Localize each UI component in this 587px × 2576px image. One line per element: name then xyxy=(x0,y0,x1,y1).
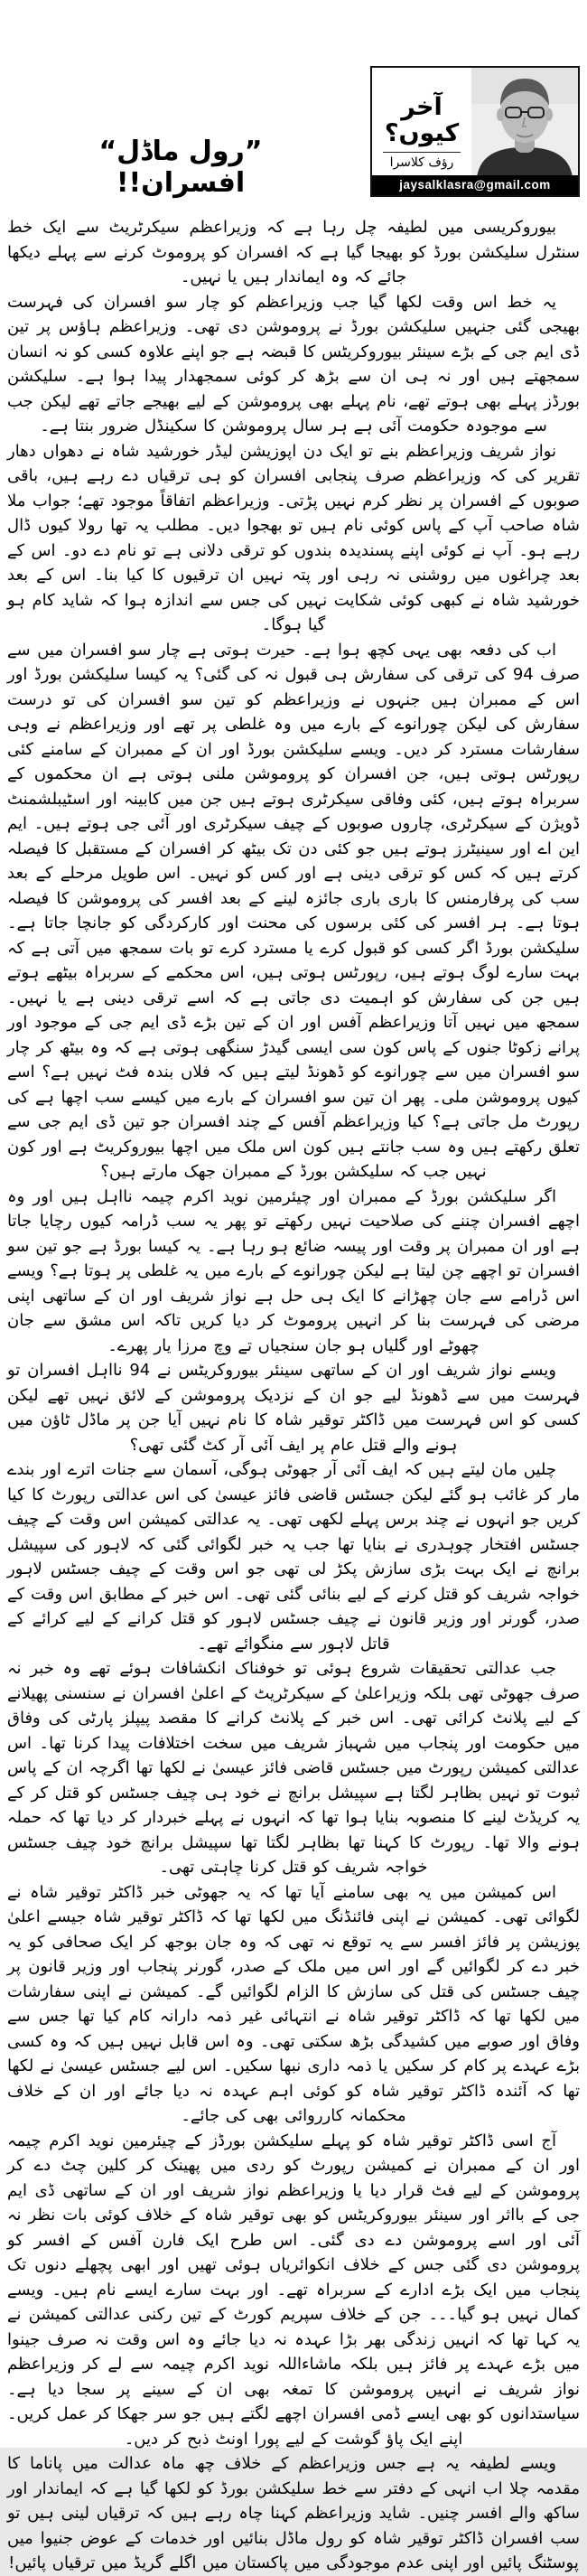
author-email: jaysalklasra@gmail.com xyxy=(372,175,578,195)
article-paragraph: یہ خط اس وقت لکھا گیا جب وزیراعظم کو چار سو افسران کی فہرست بھیجی گئی جنہیں سلیکشن بورڈ نے پروموشن دی تھی۔ وزیراعظم ہاؤس پر تین ڈی ایم جی کے بڑے سینئر بیوروکریٹس کا قبضہ ہے جو اپنے علاوہ کسی کو نہ انسان سمجھتے ہیں اور نہ ہی ان سے بڑھ کر کوئی سمجھدار پیدا ہوا ہے۔ سلیکشن بورڈز پہلے بھی ہوتے تھے، نام پہلے بھی پروموشن کے لیے بھیجے جاتے تھے لیکن جب سے موجودہ حکومت آئی ہے ہر سال پروموشن کا سکینڈل ضرور بنتا ہے۔ xyxy=(7,292,580,436)
article-paragraph: آج اسی ڈاکٹر توقیر شاہ کو پہلے سلیکشن بورڈز کے چیئرمین نوید اکرم چیمہ اور ان کے ممبران نے کمیشن رپورٹ کو ردی میں پھینک کر کلین چٹ دے کر پروموشن کے لیے فٹ قرار دیا یا وزیراعظم نواز شریف اور ان کے ساتھی ڈی ایم جی کے بااثر اور سینئر بیوروکریٹس کو بھی توقیر شاہ کے خلاف کوئی بات نظر نہ آئی اور اسے پروموشن دے دی گئی۔ اس طرح ایک فارن آفس کے افسر کو پروموشن دی گئی جس کے خلاف انکوائریاں ہوئی تھیں اور ابھی پچھلے دنوں تک پنجاب میں ایک بڑے ادارے کے سربراہ تھے۔ اور بہت سارے ایسے نام ہیں۔ ویسے کمال نہیں ہو گیا۔۔۔ جن کے خلاف سپریم کورٹ کے تین رکنی عدالتی کمیشن نے یہ کہا تھا کہ انہیں زندگی بھر بڑا عہدہ نہ دیا جائے وہ اس وقت نہ صرف جینوا میں بڑے عہدے پر فائز ہیں بلکہ ماشاءاللہ نوید اکرم چیمہ سے لے کر وزیراعظم نواز شریف نے انہیں پروموشن کا تمغہ بھی ان کے سینے پر سجا دیا ہے۔ سیاستدانوں کو بھی ایسے ڈمی افسران اچھے لگتے ہیں جو سر جھکا کر عمل کریں۔ اپنے ایک پاؤ گوشت کے لیے پورا اونٹ ذبح کر دیں۔ xyxy=(7,2131,580,2449)
article-paragraph: اب کی دفعہ بھی یہی کچھ ہوا ہے۔ حیرت ہوتی ہے چار سو افسران میں سے صرف 94 کی ترقی کی سفارش ہی قبول نہ کی گئی؟ یہ کیسا سلیکشن بورڈ اور اس کے ممبران ہیں جنہوں نے وزیراعظم کو تین سو افسران کی تو درست سفارش کی لیکن چورانوے کے بارے میں وہ غلطی پر تھے اور وزیراعظم نے وہی سفارشات مسترد کر دیں۔ ویسے سلیکشن بورڈ اور ان کے ممبران کے سامنے کئی رپورٹس ہوتی ہیں، جن افسران کو پروموشن ملنی ہوتی ہے ان محکموں کے سربراہ ہوتے ہیں، کئی وفاقی سیکرٹری ہوتے ہیں جن میں کابینہ اور اسٹیبلشمنٹ ڈویژن کے سیکرٹری، چاروں صوبوں کے چیف سیکرٹری اور آئی جی ہوتے ہیں۔ ایم این اے اور سینیٹرز ہوتے ہیں جو کئی دن تک بیٹھ کر افسران کے مستقبل کا فیصلہ کرتے ہیں کہ کس کو ترقی دینی ہے اور کس کو نہیں۔ اس طویل مرحلے کے بعد سب کی پرفارمنس کا باری باری جائزہ لینے کے بعد افسر کی پروموشن کا فیصلہ ہوتا ہے۔ ہر افسر کی کئی برسوں کی محنت اور کارکردگی کو جانچا جاتا ہے۔ سلیکشن بورڈ اگر کسی کو قبول کرے یا مسترد کرے تو بات سمجھ میں آتی ہے کہ بہت سارے لوگ ہوتے ہیں، رپورٹس ہوتی ہیں، اس محکمے کے سربراہ بیٹھے ہوتے ہیں جن کی سفارش کو اہمیت دی جاتی ہے کہ اسے ترقی دینی ہے یا نہیں۔ سمجھ میں نہیں آتا وزیراعظم آفس اور ان کے تین بڑے ڈی ایم جی کے موجود اور پرانے زکوٹا جنوں کے پاس کون سی ایسی گیدڑ سنگھی ہوتی ہے کہ وہ بیٹھ کر چار سو افسران میں سے چورانوے کو ڈھونڈ لیتے ہیں کہ فلاں بندہ فٹ نہیں ہے؟ اسے کیوں پروموشن ملی۔ پھر ان تین سو افسران کے بارے میں کیسے سب اچھا ہے کی رپورٹ مل جاتی ہے؟ کیا وزیراعظم آفس کے چند افسران جو تین ڈی ایم جی سے تعلق رکھتے ہیں وہ سب جانتے ہیں کون اس ملک میں اچھا بیوروکریٹ ہے اور کون نہیں جب کہ سلیکشن بورڈ کے ممبران جھک مارتے ہیں؟ xyxy=(7,640,581,1181)
article-paragraph: بیوروکریسی میں لطیفہ چل رہا ہے کہ وزیراعظم سیکرٹریٹ سے ایک خط سنٹرل سلیکشن بورڈ کو بھیجا گیا ہے کہ افسران کو پروموٹ کرنے سے پہلے دیکھا جائے کہ وہ ایماندار ہیں یا نہیں۔ xyxy=(7,218,580,286)
article-paragraph: جب عدالتی تحقیقات شروع ہوئی تو خوفناک انکشافات ہوئے تھے وہ خبر نہ صرف جھوٹی تھی بلکہ وزیراعلیٰ کے سیکرٹریٹ کے اعلیٰ افسران نے سنسنی پھیلانے کے لیے پلانٹ کرائی تھی۔ اس خبر کے پلانٹ کرانے کا مقصد پیپلز پارٹی کی وفاق میں حکومت اور پنجاب میں شہباز شریف میں سخت اختلافات پیدا کرنا تھا۔ اس عدالتی کمیشن رپورٹ میں جسٹس قاضی فائز عیسیٰ نے لکھا تھا اگرچہ ان کے پاس ثبوت تو نہیں بظاہر لگتا ہے سپیشل برانچ نے خود ہی چیف جسٹس کو قتل کر کے یہ کریڈٹ لینے کا منصوبہ بنایا ہوا تھا کہ انہوں نے پہلے خبردار کر دیا تھا کہ حملہ ہونے والا تھا۔ رپورٹ کا کہنا تھا بظاہر لگتا تھا سپیشل برانچ خود چیف جسٹس خواجہ شریف کو قتل کرنا چاہتی تھی۔ xyxy=(7,1659,580,1877)
article-paragraph: چلیں مان لیتے ہیں کہ ایف آئی آر جھوٹی ہوگی، آسمان سے جنات اترے اور بندے مار کر غائب ہو گئے لیکن جسٹس قاضی فائز عیسیٰ کی اس عدالتی رپورٹ کا کیا کریں جو انہوں نے چند برس پہلے لکھی تھی۔ یہ عدالتی کمیشن اس وقت کے چیف جسٹس افتخار چوہدری نے بنایا تھا جب یہ خبر لگوائی گئی کہ لاہور کی سپیشل برانچ نے ایک بہت بڑی سازش پکڑ لی تھی جو اس وقت کے چیف جسٹس لاہور خواجہ شریف کو قتل کرنے کے لیے بنائی گئی تھی۔ اس خبر کے مطابق اس وقت کے صدر، گورنر اور وزیر قانون نے چیف جسٹس لاہور کو قتل کرانے کے لیے کرائے کے قاتل لاہور سے منگوائے تھے۔ xyxy=(7,1460,580,1653)
masthead-title-block xyxy=(372,68,471,175)
masthead-row xyxy=(0,0,587,206)
column-title: آخر کیوں؟ xyxy=(384,92,460,148)
column-masthead-box xyxy=(370,66,580,197)
author-name: رؤف کلاسرا xyxy=(389,155,454,170)
article-body xyxy=(0,206,587,2576)
article-headline: ”رول ماڈل“ افسران!! xyxy=(98,136,263,199)
article-paragraph: نواز شریف وزیراعظم بنے تو ایک دن اپوزیشن لیڈر خورشید شاہ نے دھواں دھار تقریر کی کہ وزیراعظم صرف پنجابی افسران کو ہی ترقیاں دے رہے ہیں، باقی صوبوں کے افسران پر نظر کرم نہیں پڑتی۔ وزیراعظم اتفاقاً موجود تھے؛ جواب ملا شاہ صاحب آپ کے پاس کوئی نام ہیں تو بھجوا دیں۔ مطلب یہ تھا رولا کیوں ڈال رہے ہو۔ آپ نے کوئی اپنے پسندیدہ بندوں کو ترقی دلانی ہے تو نام دے دو۔ اس کے بعد چراغوں میں روشنی نہ رہی اور پتہ نہیں ان ترقیوں کا کیا بنا۔ اس کے بعد خورشید شاہ نے کبھی کوئی شکایت نہیں کی جس سے اندازہ ہوا کہ شاید کام ہو گیا ہوگا۔ xyxy=(7,441,580,634)
author-photo xyxy=(471,68,578,177)
masthead-divider xyxy=(383,152,461,153)
article-paragraph: ویسے لطیفہ یہ ہے جس وزیراعظم کے خلاف چھ ماہ عدالت میں پاناما کا مقدمہ چلا اب انہی کے دفتر سے خط سلیکشن بورڈ کو لکھا گیا ہے کہ ایماندار اور ساکھ والے افسر چنیں۔ شاید وزیراعظم کہنا چاہ رہے ہیں کہ ترقیاں لینی ہیں تو سب افسران ڈاکٹر توقیر شاہ کو رول ماڈل بنائیں اور خدمات کے عوض جنیوا میں پوسٹنگ پائیں اور اپنی عدم موجودگی میں پاکستان میں اگلے گریڈ میں ترقیاں پائیں! xyxy=(7,2454,580,2572)
article-paragraph: اس کمیشن میں یہ بھی سامنے آیا تھا کہ یہ جھوٹی خبر ڈاکٹر توقیر شاہ نے لگوائی تھی۔ کمیشن نے اپنی فائنڈنگ میں لکھا تھا کہ ڈاکٹر توقیر شاہ جیسے اعلیٰ پوزیشن پر فائز افسر سے یہ توقع نہ تھی کہ وہ جان بوجھ کر ایک صحافی کو یہ خبر دے کر لگوائیں گے اور اس میں ملک کے صدر، گورنر پنجاب اور وزیر قانون پر چیف جسٹس کی قتل کی سازش کا الزام لگوائیں گے۔ کمیشن نے اپنی سفارشات میں لکھا تھا کہ ڈاکٹر توقیر شاہ نے انتہائی غیر ذمہ دارانہ کام کیا تھا جس سے وفاق اور صوبے میں کشیدگی بڑھ سکتی تھی۔ وہ اس قابل نہیں ہیں کہ وہ کسی بڑے عہدے پر کام کر سکیں یا ذمہ داری نبھا سکیں۔ اس لیے جسٹس عیسیٰ نے لکھا تھا کہ آئندہ ڈاکٹر توقیر شاہ کو کوئی اہم عہدہ نہ دیا جائے اور ان کے خلاف محکمانہ کارروائی بھی کی جائے۔ xyxy=(7,1882,580,2125)
article-paragraph: ویسے نواز شریف اور ان کے ساتھی سینئر بیوروکریٹس نے 94 نااہل افسران تو فہرست میں سے ڈھونڈ لیے جو ان کے نزدیک پروموشن کے لائق نہیں تھے لیکن کسی کو اس فہرست میں ڈاکٹر توقیر شاہ کا نام نہیں آیا جن پر ماڈل ٹاؤن میں ہونے والے قتل عام پر ایف آئی آر کٹ گئی تھی؟ xyxy=(7,1361,580,1455)
article-paragraph: اگر سلیکشن بورڈ کے ممبران اور چیئرمین نوید اکرم چیمہ نااہل ہیں اور وہ اچھے افسران چننے کی صلاحیت نہیں رکھتے تو پھر یہ سب ڈرامہ کیوں رچایا جاتا ہے اور ان ممبران پر وقت اور پیسہ ضائع ہو رہا ہے۔ یہ کیسا بورڈ ہے جو تین سو افسران تو اچھے چن لیتا ہے لیکن چورانوے کے بارے میں یہ غلطی پر ہوتا ہے؟ ویسے اس ڈرامے سے جان چھڑانے کا ایک ہی حل ہے نواز شریف اور ان کے ساتھی اپنی مرضی کی فہرست بنا کر انہیں پروموٹ کر دیا کریں تاکہ اس مشق سے جان چھوٹے اور گلیاں ہو جان سنجیاں تے وچ مرزا یار پھرے۔ xyxy=(7,1186,580,1355)
author-photo-illustration xyxy=(471,68,578,177)
